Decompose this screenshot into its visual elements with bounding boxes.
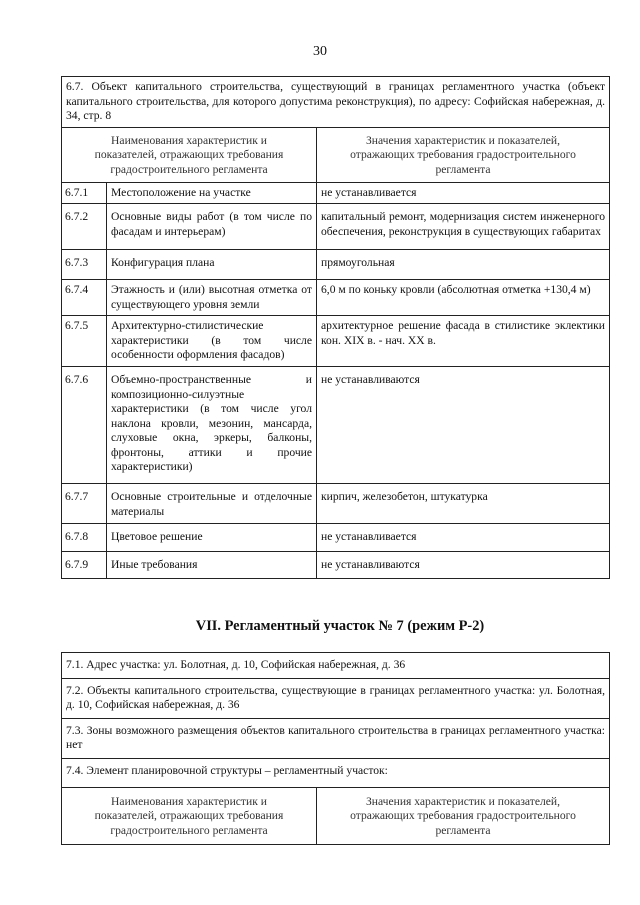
- header-left: Наименования характеристик и показателей, отражающих требования градостроительного регламента: [62, 787, 317, 845]
- section-title: VII. Регламентный участок № 7 (режим Р-2): [195, 618, 485, 634]
- row-name: Этажность и (или) высотная отметка от существующего уровня земли: [107, 279, 317, 315]
- page-number: 30: [313, 44, 327, 59]
- plot-planning-element: 7.4. Элемент планировочной структуры – регламентный участок:: [62, 758, 610, 787]
- row-name: Цветовое решение: [107, 524, 317, 552]
- table-title-row: [62, 77, 610, 128]
- table-row: [62, 653, 610, 679]
- row-number: 6.7.9: [62, 551, 107, 579]
- table-row: [62, 758, 610, 787]
- plot-placement-zones: 7.3. Зоны возможного размещения объектов капитального строительства в границах регламентного участка: нет: [62, 718, 610, 758]
- row-value: не устанавливается: [317, 524, 610, 552]
- header-right: Значения характеристик и показателей, отражающих требования градостроительного регламента: [317, 787, 610, 845]
- table-header-row: [62, 127, 610, 182]
- row-name: Объемно-пространственные и композиционно-силуэтные характеристики (в том числе угол наклона кровли, мезонин, мансарда, слуховые окна, эркеры, балконы, фронтоны, аттики и прочие характеристики): [107, 366, 317, 483]
- row-value: прямоугольная: [317, 250, 610, 280]
- table-row: [62, 678, 610, 718]
- row-value: не устанавливаются: [317, 366, 610, 483]
- row-number: 6.7.1: [62, 182, 107, 204]
- row-value: капитальный ремонт, модернизация систем инженерного обеспечения, реконструкция в существующих габаритах: [317, 204, 610, 250]
- row-value: 6,0 м по коньку кровли (абсолютная отметка +130,4 м): [317, 279, 610, 315]
- row-name: Основные строительные и отделочные материалы: [107, 484, 317, 524]
- header-left: Наименования характеристик и показателей, отражающих требования градостроительного регламента: [62, 127, 317, 182]
- table-row: [62, 182, 610, 204]
- row-name: Архитектурно-стилистические характеристики (в том числе особенности оформления фасадов): [107, 316, 317, 367]
- row-value: кирпич, железобетон, штукатурка: [317, 484, 610, 524]
- table-row: [62, 279, 610, 315]
- table-row: [62, 366, 610, 483]
- row-name: Иные требования: [107, 551, 317, 579]
- row-value: не устанавливаются: [317, 551, 610, 579]
- table-row: [62, 316, 610, 367]
- header-right: Значения характеристик и показателей, отражающих требования градостроительного регламента: [317, 127, 610, 182]
- plot-existing-objects: 7.2. Объекты капитального строительства, существующие в границах регламентного участка: ул. Болотная, д. 10, Софийская набережная, д. 36: [62, 678, 610, 718]
- plot-7-table: [61, 652, 610, 845]
- table-row: [62, 718, 610, 758]
- row-value: архитектурное решение фасада в стилистике эклектики кон. XIX в. - нач. XX в.: [317, 316, 610, 367]
- row-number: 6.7.4: [62, 279, 107, 315]
- table-row: [62, 484, 610, 524]
- table-row: [62, 524, 610, 552]
- row-number: 6.7.2: [62, 204, 107, 250]
- row-number: 6.7.7: [62, 484, 107, 524]
- row-number: 6.7.3: [62, 250, 107, 280]
- table-row: [62, 204, 610, 250]
- row-number: 6.7.6: [62, 366, 107, 483]
- characteristics-table-6-7: [61, 76, 610, 579]
- row-name: Местоположение на участке: [107, 182, 317, 204]
- table-title: 6.7. Объект капитального строительства, существующий в границах регламентного участка (объект капитального строительства, для которого допустима реконструкция), по адресу: Софийская набережная, д. 34, стр. 8: [62, 77, 610, 128]
- row-number: 6.7.8: [62, 524, 107, 552]
- plot-address: 7.1. Адрес участка: ул. Болотная, д. 10, Софийская набережная, д. 36: [62, 653, 610, 679]
- table-header-row: [62, 787, 610, 845]
- row-name: Основные виды работ (в том числе по фасадам и интерьерам): [107, 204, 317, 250]
- table-row: [62, 250, 610, 280]
- row-number: 6.7.5: [62, 316, 107, 367]
- row-name: Конфигурация плана: [107, 250, 317, 280]
- row-value: не устанавливается: [317, 182, 610, 204]
- table-row: [62, 551, 610, 579]
